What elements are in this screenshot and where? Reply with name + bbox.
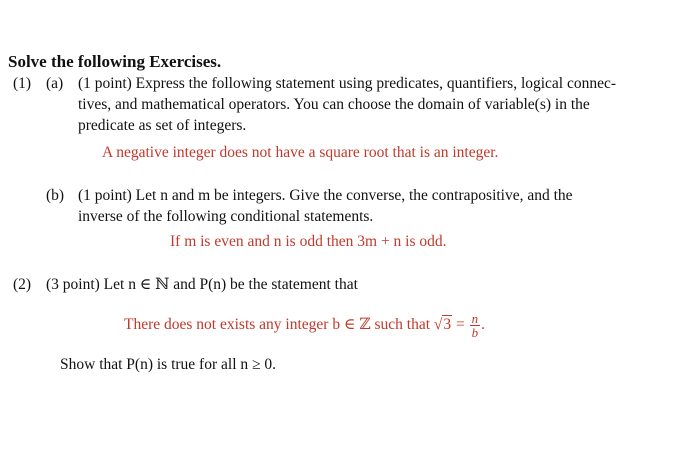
statement-end: . <box>481 316 486 334</box>
exercise-2-number: (2) <box>13 276 32 293</box>
exercise-2-statement <box>124 312 485 339</box>
part-a-label: (a) <box>46 75 64 92</box>
part-a-line-1: (1 point) Express the following statement using predicates, quantifiers, logical connec- <box>78 75 617 92</box>
sqrt-radicand: 3 <box>443 316 452 334</box>
fraction <box>470 312 481 339</box>
statement-prefix: There does not exists any integer b ∈ ℤ such that √ <box>124 316 443 334</box>
fraction-denominator: b <box>471 325 479 340</box>
part-a-line-3: predicate as set of integers. <box>78 117 247 134</box>
part-a-line-2: tives, and mathematical operators. You can choose the domain of variable(s) in the <box>78 96 590 113</box>
page-heading: Solve the following Exercises. <box>8 52 222 71</box>
part-b-statement: If m is even and n is odd then 3m + n is odd. <box>170 233 447 250</box>
exercise-2-line-1: (3 point) Let n ∈ ℕ and P(n) be the statement that <box>46 276 358 293</box>
fraction-numerator: n <box>471 311 479 326</box>
statement-equals: = <box>452 316 469 334</box>
exercise-2-show: Show that P(n) is true for all n ≥ 0. <box>60 356 277 373</box>
part-b-label: (b) <box>46 187 65 204</box>
part-b-line-2: inverse of the following conditional statements. <box>78 208 374 225</box>
part-a-statement: A negative integer does not have a square root that is an integer. <box>102 144 499 161</box>
part-b-line-1: (1 point) Let n and m be integers. Give the converse, the contrapositive, and the <box>78 187 573 204</box>
exercise-1-number: (1) <box>13 75 32 92</box>
